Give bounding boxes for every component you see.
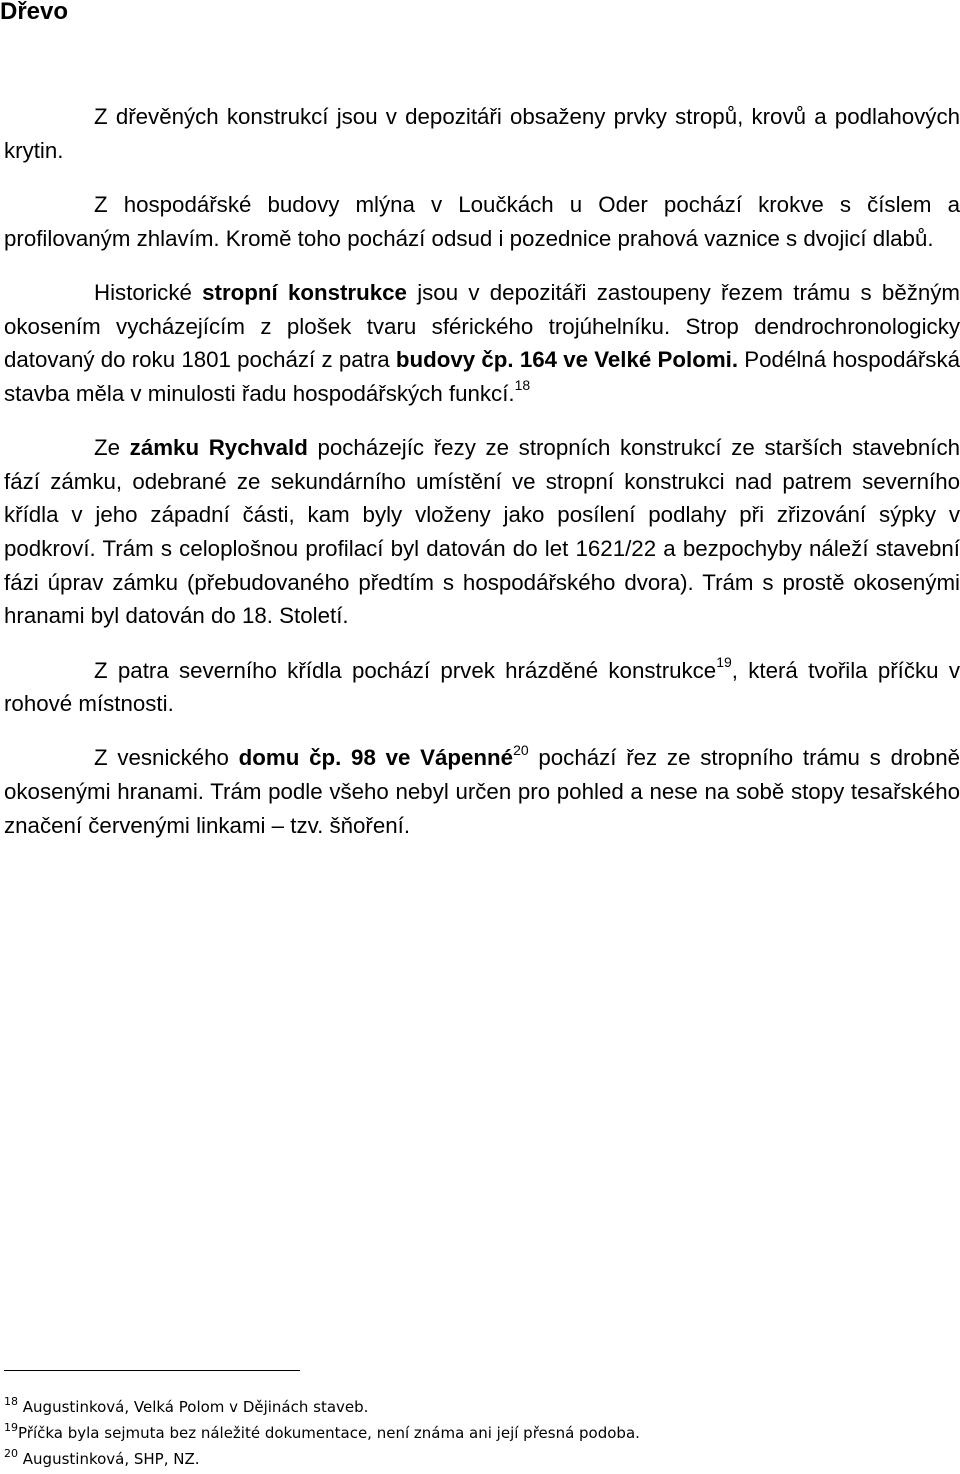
footnote-ref-20[interactable]: 20 [513,742,529,759]
footnote-text: Augustinková, SHP, NZ. [22,1450,200,1468]
footnote-ref-19[interactable]: 19 [716,654,732,671]
paragraph-6-bold-house: domu čp. 98 ve Vápenné [238,745,514,771]
paragraph-4-text: Ze [94,435,130,461]
footnote-ref-18[interactable]: 18 [514,377,531,394]
paragraph-5-text: Z patra severního křídla pochází prvek hrázděné konstrukce [94,657,717,683]
body-text [4,100,960,863]
paragraph-3-bold-term: stropní konstrukce [202,279,407,305]
paragraph-3-bold-building: budovy čp. 164 ve Velké Polomi. [395,347,739,373]
footnote-number: 19 [4,1421,18,1434]
paragraph-2 [4,188,960,255]
footnote-number: 20 [4,1447,18,1460]
paragraph-3-text: Historické [94,279,203,305]
paragraph-5 [4,654,960,721]
footnotes [4,1394,944,1472]
paragraph-5-text-2: , která tvořila příčku v rohové místnosti. [4,657,960,717]
footnote-text: Příčka byla sejmuta bez náležité dokumentace, není známa ani její přesná podoba. [18,1424,640,1442]
footnote-20 [4,1446,944,1472]
page-heading: Dřevo [0,0,69,25]
paragraph-1-text: Z dřevěných konstrukcí jsou v depozitáři obsaženy prvky stropů, krovů a podlahových krytin. [4,104,960,163]
paragraph-2-text: Z hospodářské budovy mlýna v Loučkách u Oder pochází krokve s číslem a profilovaným zhlavím. Kromě toho pochází odsud i pozednice prahová vaznice s dvojicí dlabů. [4,191,960,251]
paragraph-6-text-2: pochází řez ze stropního trámu s drobně okosenými hranami. Trám podle všeho nebyl určen pro pohled a nese na sobě stopy tesařského značení červenými linkami – tzv. šňoření. [4,745,960,838]
paragraph-3-text-3: Podélná hospodářská stavba měla v minulosti řadu hospodářských funkcí. [4,347,960,406]
footnote-19 [4,1420,944,1446]
paragraph-4-bold-castle: zámku Rychvald [129,435,308,461]
paragraph-6 [4,741,960,842]
paragraph-3 [4,276,960,410]
paragraph-6-text: Z vesnického [94,745,239,771]
paragraph-3-text-2: jsou v depozitáři zastoupeny řezem trámu s běžným okosením vycházejícím z plošek tvaru sférického trojúhelníku. Strop dendrochronologicky datovaný do roku 1801 pochází z patra [4,279,960,373]
footnote-text: Augustinková, Velká Polom v Dějinách staveb. [22,1398,369,1416]
paragraph-1 [4,100,960,167]
paragraph-4 [4,431,960,633]
footnote-separator [4,1370,300,1371]
footnote-18 [4,1394,944,1420]
footnote-number: 18 [4,1395,18,1408]
paragraph-4-text-2: pocházejíc řezy ze stropních konstrukcí ze starších stavebních fází zámku, odebrané ze sekundárního umístění ve stropní konstrukci nad patrem severního křídla v jeho západní části, kam byly vloženy jako posílení podlahy při zřizování sýpky v podkroví. Trám s celoplošnou profilací byl datován do let 1621/22 a bezpochyby náleží stavební fázi úprav zámku (přebudovaného předtím s hospodářského dvora). Trám s prostě okosenými hranami byl datován do 18. Století. [4,435,960,629]
